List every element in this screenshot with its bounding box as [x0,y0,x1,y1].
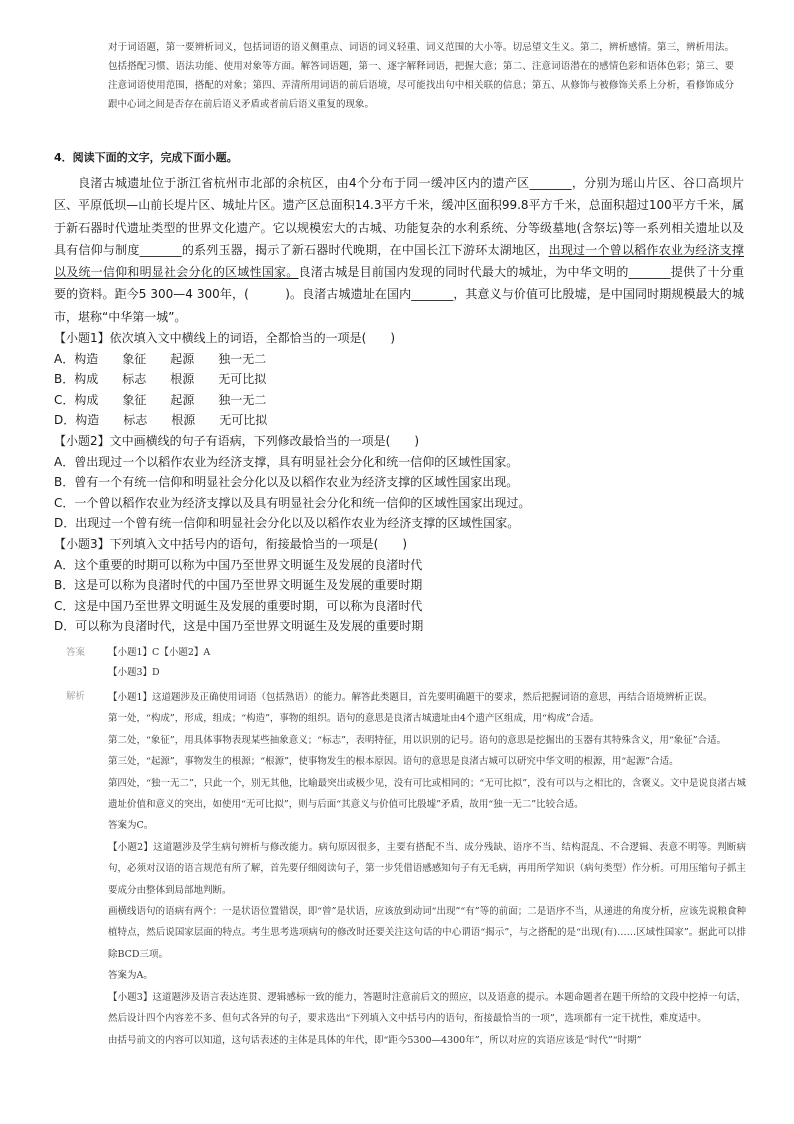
analysis-paragraph: 第三处，“起源”，事物发生的根源；“根源”，使事物发生的根本原因。语句的意思是良渚古城可以研究中华文明的根源，用“起源”合适。 [108,756,679,768]
intro-tips [108,38,734,114]
analysis-paragraph: 【小题2】这道题涉及学生病句辨析与修改能力。病句原因很多，主要有搭配不当、成分残缺、语序不当、结构混乱、不合逻辑、表意不明等。判断病句，必须对汉语的语言规范有所了解，首先要仔细阅读句子，第一步凭借语感感知句子有无毛病，再用所学知识（病句类型）作分析。可用压缩句子抓主要成分由整体到局部地判断。 [108,841,746,896]
sub3-option-b: B．这是可以称为良渚时代的中国乃至世界文明诞生及发展的重要时期 [54,578,423,593]
blank-3: _______ [628,265,671,280]
blank-2: _______ [139,242,182,257]
sub1-option-a: A．构造 象征 起源 独一无二 [54,351,267,366]
analysis-paragraph: 答案为C。 [108,820,154,832]
answer-line: 【小题3】D [108,667,160,678]
answer-body [108,643,210,683]
answer-analysis-block [66,643,746,1051]
passage-text: 良渚古城遗址位于浙江省杭州市北部的余杭区，由4个分布于同一缓冲区内的遗产区 [78,176,530,190]
sub2-option-d: D．出现过一个曾有统一信仰和明显社会分化以及以稻作农业为经济支撑的区域性国家。 [54,516,520,531]
blank-4: _______ [411,287,454,302]
sub2-option-a: A．曾出现过一个以稻作农业为经济支撑，具有明显社会分化和统一信仰的区域性国家。 [54,454,519,469]
answer-line: 【小题1】C【小题2】A [108,647,211,658]
analysis-paragraph: 第四处，“独一无二”，只此一个，别无其他，比喻最突出或极少见，没有可比或相同的；“无可比拟”，没有可以与之相比的，含褒义。文中是说良渚古城遗址价值和意义的突出，如使用“无可比拟”，则与后面“其意义与价值可比殷墟”矛盾，故用“独一无二”比较合适。 [108,777,746,811]
analysis-paragraph: 答案为A。 [108,970,153,982]
analysis-label: 解析 [66,691,86,702]
answer-label: 答案 [66,647,86,658]
answer-row [66,643,746,683]
subquestion-2-stem: 【小题2】文中画横线的句子有语病，下列修改最恰当的一项是( ) [54,434,420,449]
underlined-sentence: 出现过一个曾以稻作农业为经济支撑以及统一信仰和明显社会分化的区域性国家。 [54,242,744,280]
passage-text: ，其意义与价值可比殷墟，是中国同时期规模最大的城市，堪称“中华第一城”。 [54,287,744,324]
analysis-paragraph: 第一处，“构成”，形成，组成；“构造”，事物的组织。语句的意思是良渚古城遗址由4个遗产区组成，用“构成”合适。 [108,713,600,725]
analysis-row [66,687,746,1051]
sub1-option-d: D．构造 标志 根源 无可比拟 [54,413,268,428]
question-heading: 4．阅读下面的文字，完成下面小题。 [54,151,238,164]
passage-text: 良渚古城是目前国内发现的同时代最大的城址，为中华文明的 [298,265,629,280]
analysis-paragraph: 【小题1】这道题涉及正确使用词语（包括熟语）的能力。解答此类题目，首先要明确题干的要求，然后把握词语的意思，再结合语境辨析正误。 [108,692,713,703]
analysis-paragraph: 画横线语句的语病有两个：一是状语位置错误，即“曾”是状语，应该放到动词“出现”“有”等的前面；二是语序不当，从递进的角度分析，应该先说粮食种植特点，然后说国家层面的特点。考生思考选项病句的修改时还要关注这句话的中心谓语“揭示”，与之搭配的是“出现(有)……区域性国家”。据此可以排除BCD三项。 [108,906,746,960]
subquestion-3-stem: 【小题3】下列填入文中括号内的语句，衔接最恰当的一项是( ) [54,537,408,552]
analysis-paragraph: 【小题3】这道题涉及语言表达连贯、逻辑感标一致的能力，答题时注意前后文的照应，以及语意的提示。本题命题者在题干所给的文段中挖掉一句话，然后设计四个内容差不多、但句式各异的句子，要求选出“下列填入文中括号内的语句，衔接最恰当的一项”，选项都有一定干扰性，难度适中。 [108,991,746,1025]
sub3-option-c: C．这是中国乃至世界文明诞生及发展的重要时期，可以称为良渚时代 [54,598,423,613]
reading-passage [54,172,744,328]
intro-paragraph: 对于词语题，第一要辨析词义，包括词语的语义侧重点、词语的词义轻重、词义范围的大小等。切忌望文生义。第二，辨析感情。第三，辨析用法。包括搭配习惯、语法功能、使用对象等方面。解答词语题，第一、逐字解释词语，把握大意；第二、注意词语潜在的感情色彩和语体色彩；第三、要注意词语使用范围，搭配的对象；第四、弄清所用词语的前后语境，尽可能找出句中相关联的信息；第五、从修饰与被修饰关系上分析，看修饰成分跟中心词之间是否存在前后语义矛盾或者前后语义重复的现象。 [108,42,734,110]
analysis-body [108,687,746,1051]
question-4 [54,148,744,637]
analysis-paragraph: 第二处，“象征”，用具体事物表现某些抽象意义；“标志”，表明特征，用以识别的记号。语句的意思是挖掘出的玉器有其特殊含义，用“象征”合适。 [108,734,727,746]
analysis-paragraph: 由括号前文的内容可以知道，这句话表述的主体是具体的年代，即“距今5300—4300年”，所以对应的宾语应该是“时代”“时期” [108,1034,642,1046]
sub2-option-c: C．一个曾以稻作农业为经济支撑以及具有明显社会分化和统一信仰的区域性国家出现过。 [54,495,531,510]
sub3-option-a: A．这个重要的时期可以称为中国乃至世界文明诞生及发展的良渚时代 [54,557,423,572]
passage-text: 提供了十分重要的资料。距今5 300—4 300年，( )。良渚古城遗址在国内 [54,265,744,302]
sub1-option-b: B．构成 标志 根源 无可比拟 [54,372,267,387]
sub2-option-b: B．曾有一个有统一信仰和明显社会分化以及以稻作农业为经济支撑的区域性国家出现。 [54,475,519,490]
subquestion-1-stem: 【小题1】依次填入文中横线上的词语，全都恰当的一项是( ) [54,331,396,346]
passage-text: ，分别为瑶山片区、谷口高坝片区、平原低坝—山前长堤片区、城址片区。遗产区总面积14.3平方千米，缓冲区面积99.8平方千米，总面积超过100平方千米，属于新石器时代遗址类型的世界文化遗产。它以规模宏大的古城、功能复杂的水利系统、分等级墓地(含祭坛)等一系列相关遗址以及具有信仰与制度 [54,176,744,257]
sub1-option-c: C．构成 象征 起源 独一无二 [54,392,267,407]
passage-text: 的系列玉器，揭示了新石器时代晚期，在中国长江下游环太湖地区， [181,242,549,257]
sub3-option-d: D．可以称为良渚时代，这是中国乃至世界文明诞生及发展的重要时期 [54,619,424,634]
blank-1: _______ [529,176,572,190]
